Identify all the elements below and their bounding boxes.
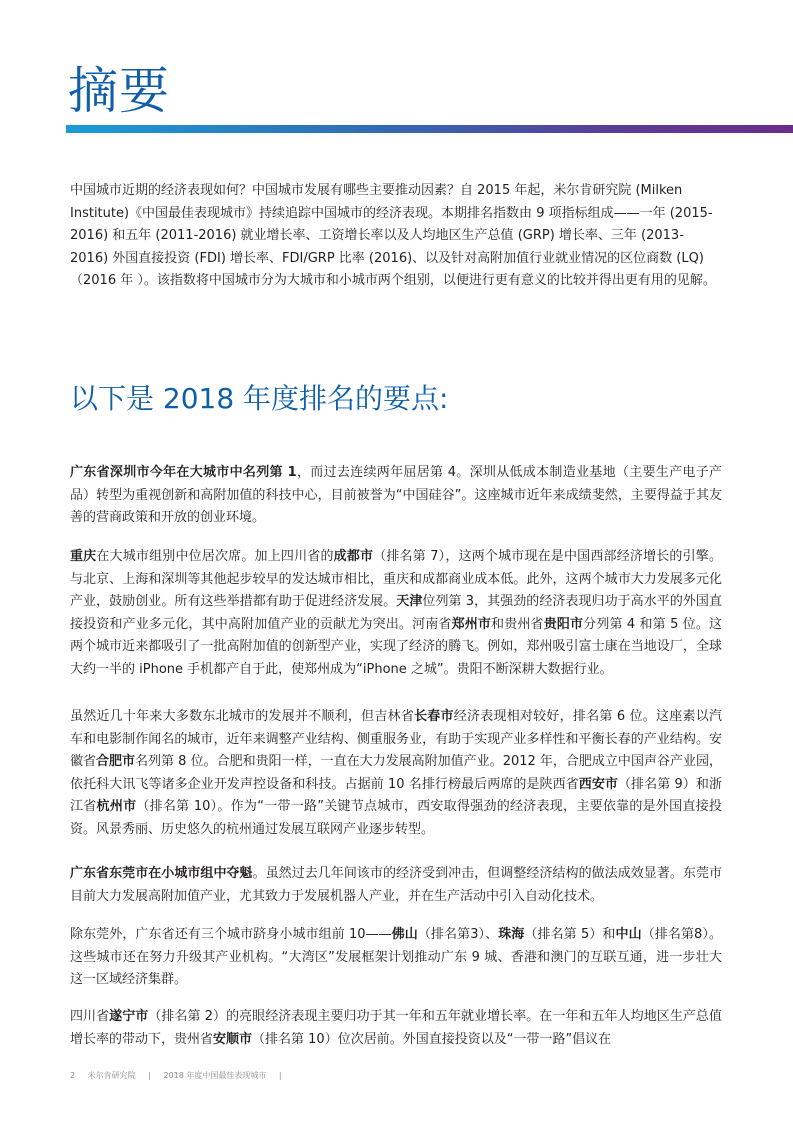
text-run: （排名第 10）。作为“一带一路”关键节点城市，西安取得强劲的经济表现，主要依靠的是外国直接投资。风景秀丽、历史悠久的杭州通过发展互联网产业逐步转型。 (70, 799, 722, 837)
text-run: 位列第 3，其强劲的经济表现归功于高水平的外国直接投资和产业多元化，其中高附加值产业的贡献尤为突出。河南省 (70, 594, 722, 632)
text-run: 分列第 4 和第 5 位。这两个城市近来都吸引了一批高附加值的创新型产业，实现了经济的腾飞。例如，郑州吸引富士康在当地设厂，全球大约一半的 iPhone 手机都产自于此，使郑州成为“iPhone 之城”。贵阳不断深耕大数据行业。 (70, 616, 722, 677)
text-run: （排名第 2）的亮眼经济表现主要归功于其一年和五年就业增长率。在一年和五年人均地区生产总值增长率的带动下，贵州省 (70, 1009, 722, 1047)
bold-text-run: 珠海 (498, 927, 525, 942)
text-run: （排名第8）。这些城市还在努力升级其产业机构。“大湾区”发展框架计划推动广东 9 城、香港和澳门的互联互通，进一步壮大这一区域经济集群。 (70, 927, 722, 987)
paragraph-dongguan (70, 863, 722, 908)
bold-text-run: 广东省东莞市在小城市组中夺魁 (70, 866, 253, 881)
text-run: （排名第 7），这两个城市现在是中国西部经济增长的引擎。与北京、上海和深圳等其他起步较早的发达城市相比，重庆和成都商业成本低。此外，这两个城市大力发展多元化产业，鼓励创业。所有这些举措都有助于促进经济发展。 (70, 549, 722, 609)
footer-separator: | (148, 1071, 151, 1080)
intro-paragraph: 中国城市近期的经济表现如何？中国城市发展有哪些主要推动因素？自 2015 年起，米尔肯研究院 (Milken Institute)《中国最佳表现城市》持续追踪中国城市的经济表现。本期排名指数由 9 项指标组成——一年 (2015-2016) 和五年 (2011-2016) 就业增长率、工资增长率以及人均地区生产总值 (GRP) 增长率、三年 (2013-2016) 外国直接投资 (FDI) 增长率、FDI/GRP 比率 (2016)、以及针对高附加值行业就业情况的区位商数 (LQ)（2016 年 ）。该指数将中国城市分为大城市和小城市两个组别，以便进行更有意义的比较并得出更有用的见解。 (70, 183, 716, 288)
text-run: 在大城市组别中位居次席。加上四川省的 (96, 549, 334, 564)
bold-text-run: 中山 (615, 927, 642, 942)
footer-org: 米尔肯研究院 (87, 1071, 136, 1080)
page-title: 摘要 (68, 62, 170, 120)
footer-separator-end: | (278, 1071, 282, 1080)
bold-text-run: 广东省深圳市今年在大城市中名列第 1 (70, 465, 297, 480)
bold-text-run: 合肥市 (96, 754, 136, 769)
paragraph-shenzhen (70, 462, 722, 530)
text-run: 名列第 8 位。合肥和贵阳一样，一直在大力发展高附加值产业。2012 年，合肥成立中国声谷产业园，依托科大讯飞等诸多企业开发声控设备和科技。占据前 10 名排行榜最后两席的是陕西省 (70, 754, 722, 792)
bold-text-run: 长春市 (414, 709, 454, 724)
text-run: 四川省 (70, 1009, 110, 1024)
bold-text-run: 天津 (396, 594, 423, 609)
text-run: （排名第 9）和浙江省 (70, 776, 722, 814)
title-rule (66, 125, 793, 133)
paragraph-suining (70, 1006, 722, 1051)
text-run: 除东莞外，广东省还有三个城市跻身小城市组前 10—— (70, 927, 392, 942)
text-run: （排名第 5）和 (524, 927, 616, 942)
paragraph-foshan (70, 924, 722, 992)
text-run: 经济表现相对较好，排名第 6 位。这座素以汽车和电影制作闻名的城市，近年来调整产业结构、侧重服务业，有助于实现产业多样性和平衡长春的产业结构。安徽省 (70, 709, 722, 769)
paragraph-chongqing (70, 546, 722, 681)
section-heading: 以下是 2018 年度排名的要点: (70, 382, 449, 415)
bold-text-run: 安顺市 (213, 1031, 253, 1047)
footer-report-title: 2018 年度中国最佳表现城市 (163, 1071, 267, 1080)
text-run: （排名第 10）位次居前。外国直接投资以及“一带一路”倡议在 (252, 1031, 612, 1047)
bold-text-run: 遂宁市 (109, 1009, 149, 1024)
bold-text-run: 贵阳市 (543, 616, 584, 632)
bold-text-run: 郑州市 (451, 616, 492, 632)
page-footer (70, 1070, 292, 1081)
bold-text-run: 重庆 (70, 549, 97, 564)
text-run: （排名第3）、 (417, 927, 499, 942)
text-run: 和贵州省 (491, 616, 544, 632)
bold-text-run: 西安市 (578, 776, 618, 792)
paragraph-changchun (70, 706, 722, 841)
bold-text-run: 佛山 (391, 927, 418, 942)
bold-text-run: 杭州市 (96, 799, 137, 814)
text-run: 。虽然过去几年间该市的经济受到冲击，但调整经济结构的做法成效显著。东莞市目前大力发展高附加值产业，尤其致力于发展机器人产业，并在生产活动中引入自动化技术。 (70, 866, 722, 904)
bold-text-run: 成都市 (333, 549, 374, 564)
page-number: 2 (70, 1071, 76, 1080)
text-run: ，而过去连续两年屈居第 4。深圳从低成本制造业基地（主要生产电子产品）转型为重视创新和高附加值的科技中心，目前被誉为“中国硅谷”。这座城市近年来成绩斐然，主要得益于其友善的营商政策和开放的创业环境。 (70, 465, 723, 525)
text-run: 虽然近几十年来大多数东北城市的发展并不顺利，但吉林省 (70, 709, 415, 724)
